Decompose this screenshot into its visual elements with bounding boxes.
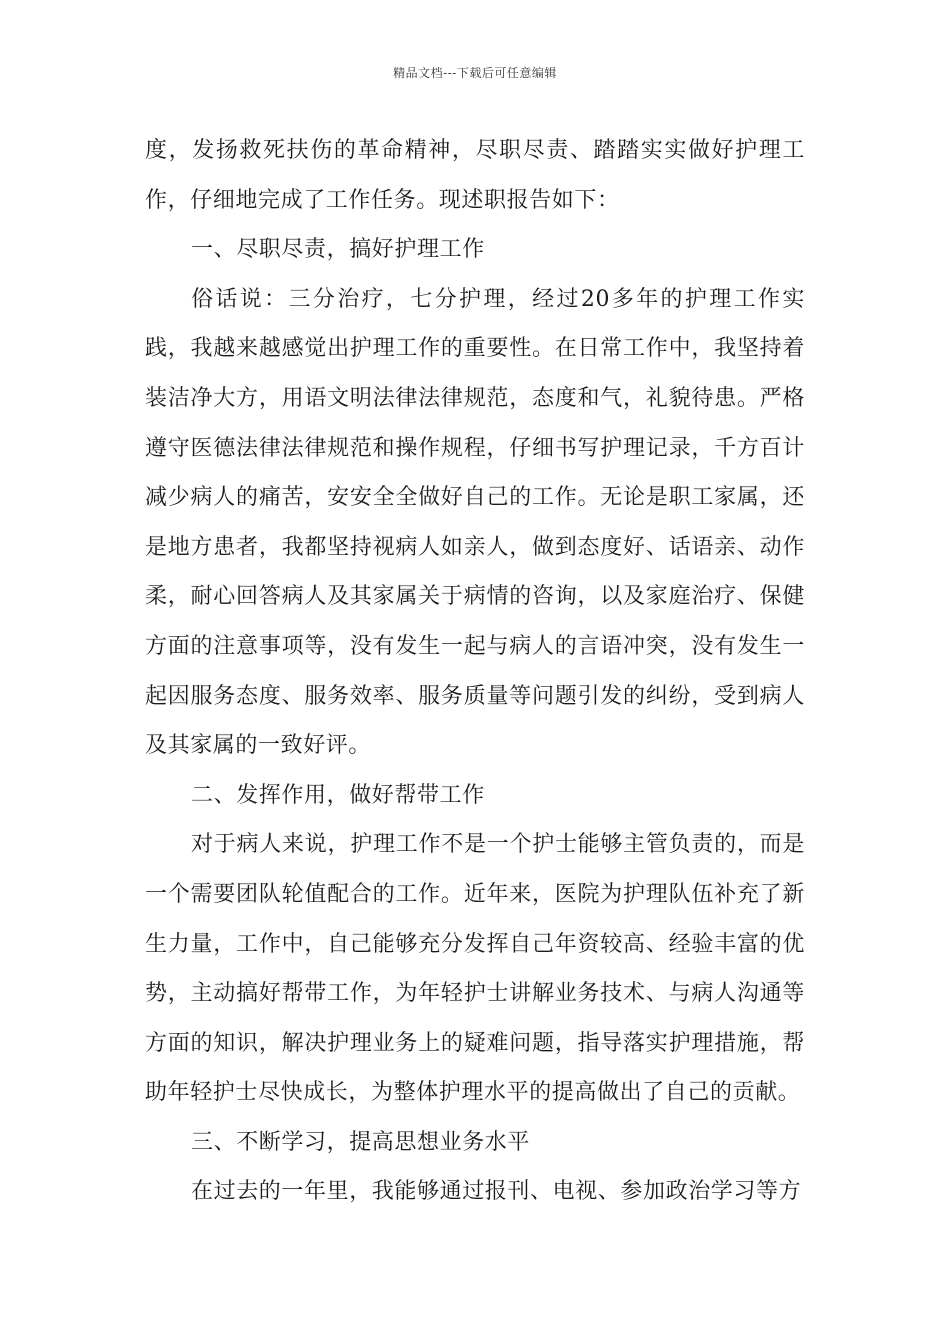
section-heading-1: 一、尽职尽责，搞好护理工作 xyxy=(191,237,485,263)
section-heading-3: 三、不断学习，提高思想业务水平 xyxy=(191,1129,531,1155)
paragraph-section-2: 对于病人来说，护理工作不是一个护士能够主管负责的，而是一个需要团队轮值配合的工作。近年来，医院为护理队伍补充了新生力量，工作中，自己能够充分发挥自己年资较高、经验丰富的优势，主动搞好帮带工作，为年轻护士讲解业务技术、与病人沟通等方面的知识，解决护理业务上的疑难问题，指导落实护理措施，帮助年轻护士尽快成长，为整体护理水平的提高做出了自己的贡献。 xyxy=(145,832,805,1106)
document-body xyxy=(145,126,805,1217)
section-heading-2: 二、发挥作用，做好帮带工作 xyxy=(191,782,485,808)
paragraph-continuation: 度，发扬救死扶伤的革命精神，尽职尽责、踏踏实实做好护理工作，仔细地完成了工作任务。现述职报告如下： xyxy=(145,138,805,213)
page-header: 精品文档---下载后可任意编辑 xyxy=(393,66,557,80)
paragraph-section-1: 俗话说：三分治疗，七分护理，经过20多年的护理工作实践，我越来越感觉出护理工作的重要性。在日常工作中，我坚持着装洁净大方，用语文明法律法律规范，态度和气，礼貌待患。严格遵守医德法律法律规范和操作规程，仔细书写护理记录，千方百计减少病人的痛苦，安安全全做好自己的工作。无论是职工家属，还是地方患者，我都坚持视病人如亲人，做到态度好、话语亲、动作柔，耐心回答病人及其家属关于病情的咨询，以及家庭治疗、保健方面的注意事项等，没有发生一起与病人的言语冲突，没有发生一起因服务态度、服务效率、服务质量等问题引发的纠纷，受到病人及其家属的一致好评。 xyxy=(145,286,805,759)
paragraph-section-3: 在过去的一年里，我能够通过报刊、电视、参加政治学习等方 xyxy=(191,1179,802,1205)
